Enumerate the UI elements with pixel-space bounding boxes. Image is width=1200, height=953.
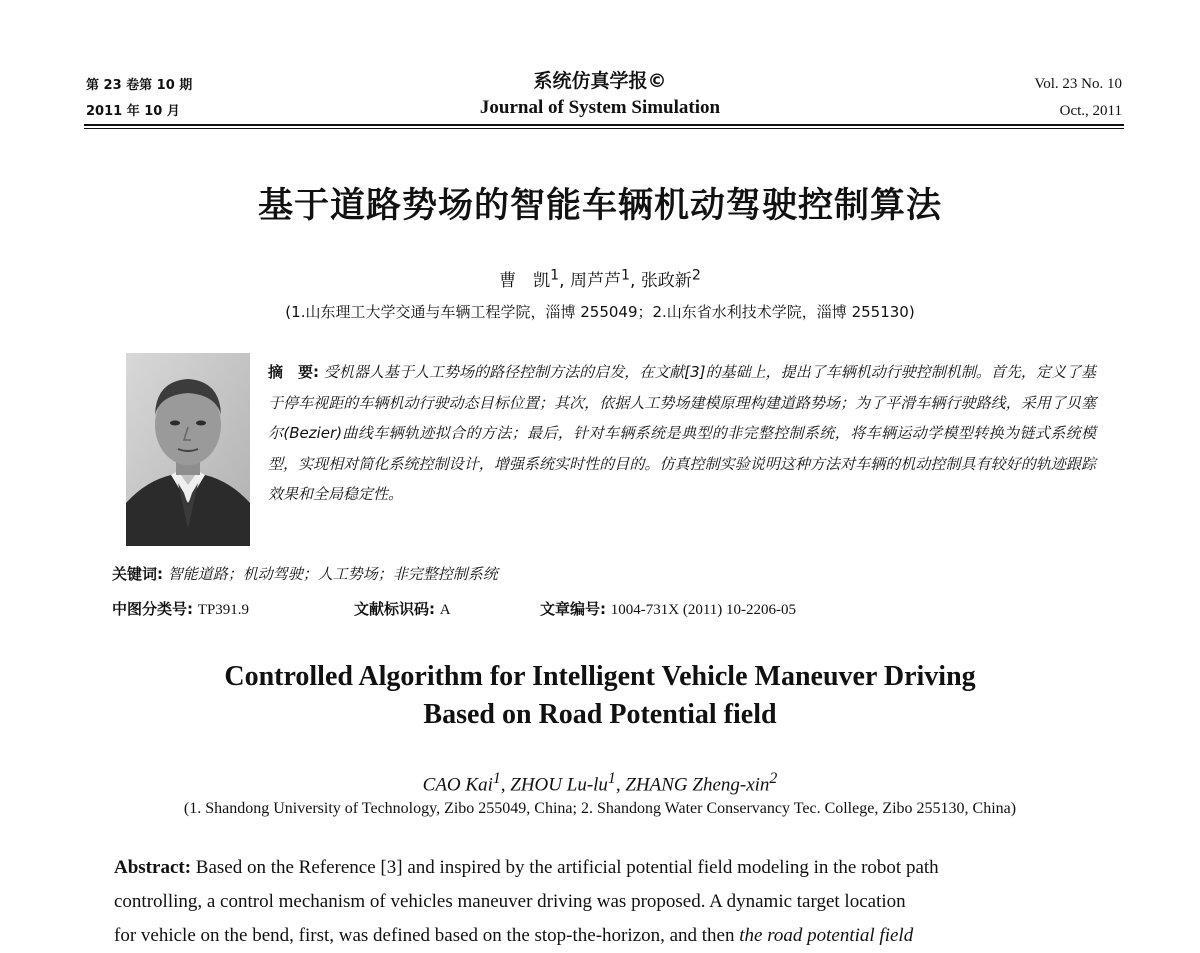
abstract-en-line3 xyxy=(114,919,1084,953)
journal-name-en: Journal of System Simulation xyxy=(479,97,721,118)
abstract-en xyxy=(114,851,1084,953)
volume-issue-cn: 第 23 卷第 10 期 xyxy=(86,78,193,93)
keywords-label: 关键词: xyxy=(112,565,163,583)
abstract-cn-label: 摘 要: xyxy=(268,363,320,381)
author-sup: 1 xyxy=(620,267,630,284)
clc-value: TP391.9 xyxy=(197,602,250,618)
author-cn: 曹 凯 xyxy=(499,271,551,291)
classification-row xyxy=(112,598,249,619)
keywords-text: 智能道路；机动驾驶；人工势场；非完整控制系统 xyxy=(167,565,498,583)
date-cn: 2011 年 10 月 xyxy=(86,104,180,119)
abstract-en-italic: the road potential field xyxy=(739,925,914,946)
paper-title-cn: 基于道路势场的智能车辆机动驾驶控制算法 xyxy=(257,186,942,226)
doc-code xyxy=(354,598,451,619)
abstract-cn xyxy=(268,357,1096,510)
author-cn: 张政新 xyxy=(640,271,692,291)
affiliation-en: (1. Shandong University of Technology, Zibo 255049, China; 2. Shandong Water Conservancy Tec. College, Zibo 255130, China) xyxy=(183,800,1017,817)
abstract-en-line2: controlling, a control mechanism of vehicles maneuver driving was proposed. A dynamic target location xyxy=(114,891,906,912)
abstract-cn-text: 受机器人基于人工势场的路径控制方法的启发，在文献[3]的基础上，提出了车辆机动行驶控制机制。首先，定义了基于停车视距的车辆机动行驶动态目标位置；其次，依据人工势场建模原理构建道路势场；为了平滑车辆行驶路线，采用了贝塞尔(Bezier)曲线车辆轨迹拟合的方法；最后，针对车辆系统是典型的非完整控制系统，将车辆运动学模型转换为链式系统模型，实现相对简化系统控制设计，增强系统实时性的目的。仿真控制实验说明这种方法对车辆的机动控制具有较好的轨迹跟踪效果和全局稳定性。 xyxy=(268,363,1096,503)
paper-title-en-line2: Based on Road Potential field xyxy=(423,699,777,730)
volume-issue-en: Vol. 23 No. 10 xyxy=(1034,76,1122,92)
abstract-en-text: Based on the Reference [3] and inspired by the artificial potential field modeling in the robot path xyxy=(195,857,939,878)
authors-en: CAO Kai$^1$, ZHOU $Lu-lu^1$, ZHANG Zheng-xin$^2$ xyxy=(422,770,778,796)
date-en: Oct., 2011 xyxy=(1059,103,1122,119)
author-sup: 1 xyxy=(492,770,501,787)
journal-name-cn: 系统仿真学报© xyxy=(533,70,667,92)
keywords-cn xyxy=(112,563,498,584)
abstract-en-label: Abstract: xyxy=(114,857,192,878)
author-sup: 2 xyxy=(691,267,701,284)
header-rule-thick xyxy=(84,124,1124,126)
abstract-en-line1 xyxy=(114,851,1084,885)
author-en: ZHOU Lu-lu xyxy=(510,774,608,796)
author-cn: 周芦芦 xyxy=(569,271,621,291)
article-no-value: 1004-731X (2011) 10-2206-05 xyxy=(610,602,797,618)
author-en: CAO Kai xyxy=(422,774,493,796)
paper-title-en-line1: Controlled Algorithm for Intelligent Vehicle Maneuver Driving xyxy=(224,661,976,692)
author-sup: 1 xyxy=(607,770,616,787)
doc-code-value: A xyxy=(439,602,451,618)
author-sup: 1 xyxy=(550,267,560,284)
clc-label: 中图分类号: xyxy=(112,600,193,618)
affiliation-cn: (1.山东理工大学交通与车辆工程学院，淄博 255049；2.山东省水利技术学院，淄博 255130) xyxy=(285,303,915,321)
article-number xyxy=(540,598,796,619)
doc-code-label: 文献标识码: xyxy=(354,600,435,618)
authors-cn: 曹 凯$^1$, 周芦芦$^1$, 张政新$^2$ xyxy=(499,267,701,291)
author-en: ZHANG Zheng-xin xyxy=(625,774,770,796)
header-rule-thin xyxy=(84,128,1124,129)
author-photo xyxy=(126,353,250,546)
author-sup: 2 xyxy=(769,770,778,787)
abstract-en-text: for vehicle on the bend, first, was defined based on the stop-the-horizon, and then xyxy=(114,925,740,946)
article-no-label: 文章编号: xyxy=(540,600,606,618)
